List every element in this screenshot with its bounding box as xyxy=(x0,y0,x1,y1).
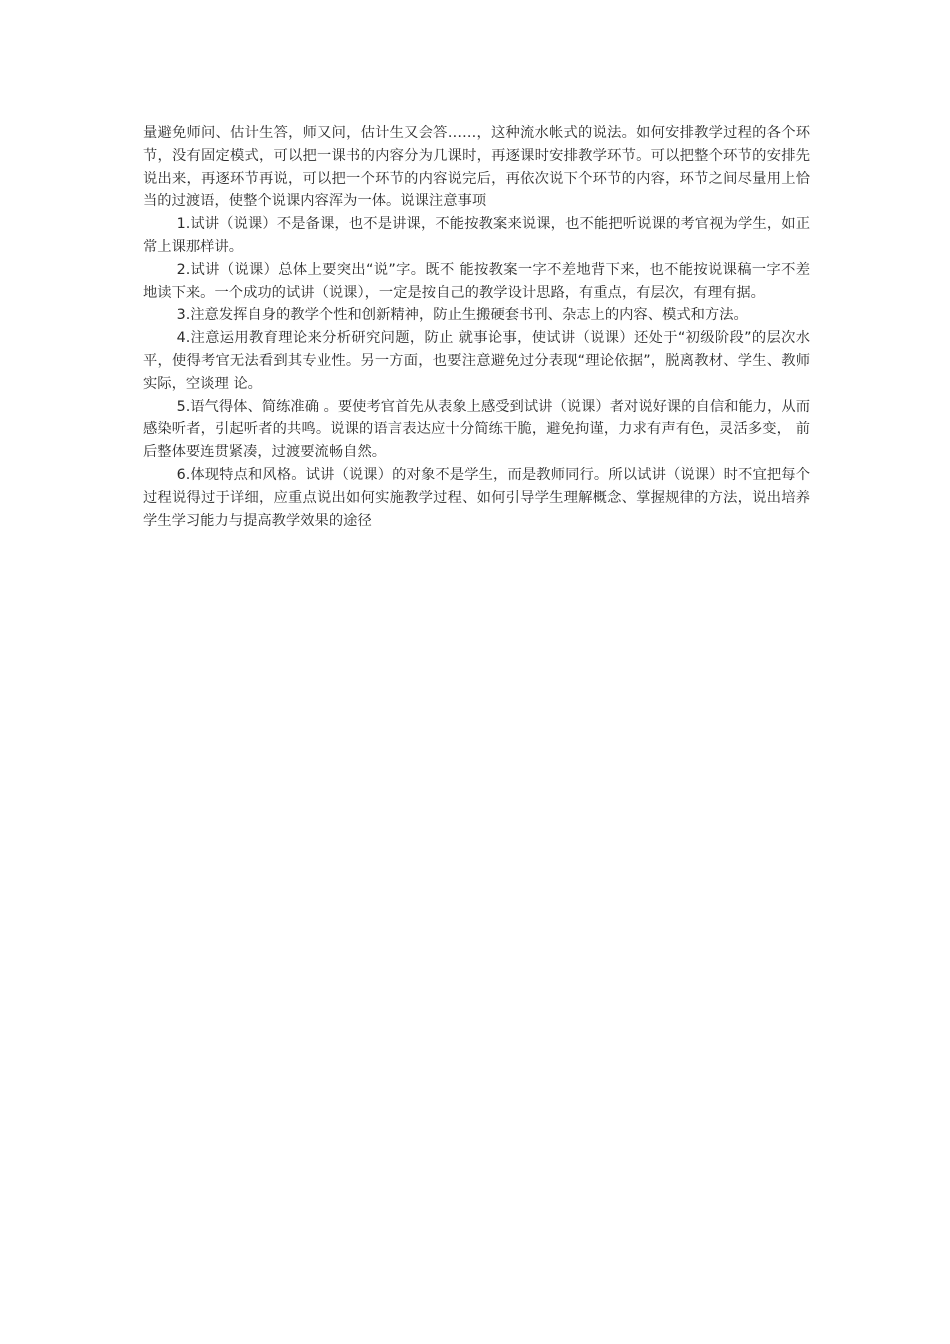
document-body xyxy=(143,122,810,532)
paragraph-item-1: 1.试讲（说课）不是备课，也不是讲课，不能按教案来说课，也不能把听说课的考官视为学生，如正常上课那样讲。 xyxy=(143,216,810,255)
paragraph-item-2: 2.试讲（说课）总体上要突出“说”字。既不 能按教案一字不差地背下来，也不能按说课稿一字不差地读下来。一个成功的试讲（说课），一定是按自己的教学设计思路，有重点，有层次，有理有据。 xyxy=(143,261,810,301)
paragraph-item-3: 3.注意发挥自身的教学个性和创新精神，防止生搬硬套书刊、杂志上的内容、模式和方法。 xyxy=(176,307,748,324)
paragraph-item-5: 5.语气得体、简练准确 。要使考官首先从表象上感受到试讲（说课）者对说好课的自信和能力，从而感染听者，引起听者的共鸣。说课的语言表达应十分简练干脆，避免拘谨，力求有声有色，灵活多变， 前后整体要连贯紧凑，过渡要流畅自然。 xyxy=(143,398,810,461)
paragraph-item-4: 4.注意运用教育理论来分析研究问题，防止 就事论事，使试讲（说课）还处于“初级阶段”的层次水平，使得考官无法看到其专业性。另一方面，也要注意避免过分表现“理论依据”，脱离教材、学生、教师实际，空谈理 论。 xyxy=(143,330,810,392)
paragraph-intro: 量避免师问、估计生答，师又问，估计生又会答……，这种流水帐式的说法。如何安排教学过程的各个环节，没有固定模式，可以把一课书的内容分为几课时，再逐课时安排教学环节。可以把整个环节的安排先说出来，再逐环节再说，可以把一个环节的内容说完后，再依次说下个环节的内容，环节之间尽量用上恰当的过渡语，使整个说课内容浑为一体。说课注意事项 xyxy=(143,125,810,210)
paragraph-item-6: 6.体现特点和风格。试讲（说课）的对象不是学生，而是教师同行。所以试讲（说课）时不宜把每个过程说得过于详细，应重点说出如何实施教学过程、如何引导学生理解概念、掌握规律的方法，说出培养学生学习能力与提高教学效果的途径 xyxy=(143,466,810,529)
